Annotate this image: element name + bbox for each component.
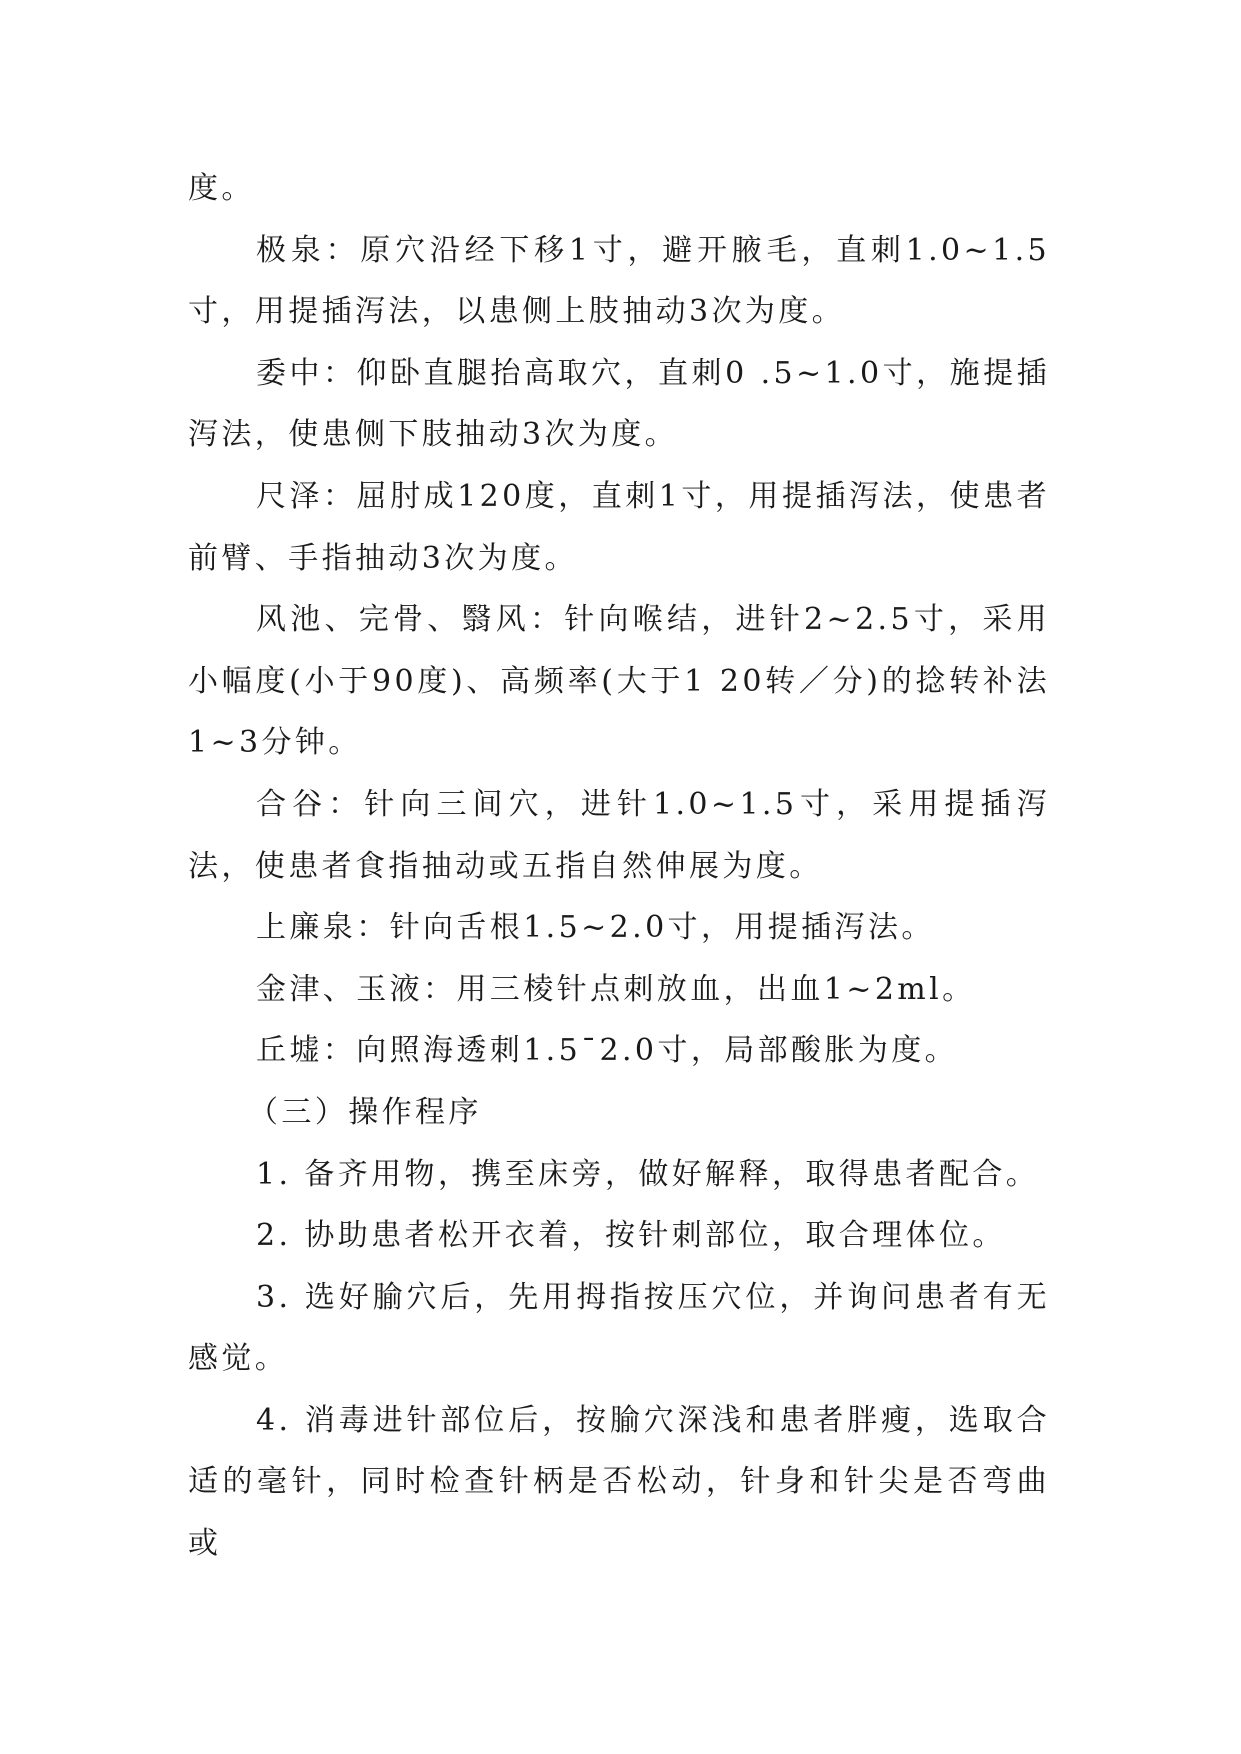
body-text xyxy=(188,158,1050,1575)
paragraph-fengchi: 风池、完骨、翳风：针向喉结，进针2~2.5寸，采用小幅度(小于90度)、高频率(大于1 20转／分)的捻转补法1~3分钟。 xyxy=(188,602,1050,761)
section-heading: （三）操作程序 xyxy=(248,1094,482,1130)
paragraph-jinjin-yuye: 金津、玉液：用三棱针点刺放血，出血1~2ml。 xyxy=(256,971,976,1007)
procedure-step-1: 1. 备齐用物，携至床旁，做好解释，取得患者配合。 xyxy=(256,1156,1040,1192)
paragraph-chize: 尺泽：屈肘成120度，直刺1寸，用提插泻法，使患者前臂、手指抽动3次为度。 xyxy=(188,478,1050,576)
paragraph-hegu: 合谷：针向三间穴，进针1.0~1.5寸，采用提插泻法，使患者食指抽动或五指自然伸展为度。 xyxy=(188,786,1050,884)
procedure-step-3: 3. 选好腧穴后，先用拇指按压穴位，并询问患者有无感觉。 xyxy=(188,1279,1050,1377)
paragraph-jiquan: 极泉：原穴沿经下移1寸，避开腋毛，直刺1.0~1.5寸，用提插泻法，以患侧上肢抽动3次为度。 xyxy=(188,232,1050,330)
paragraph-continuation: 度。 xyxy=(188,171,255,206)
paragraph-shanglianquan: 上廉泉：针向舌根1.5~2.0寸，用提插泻法。 xyxy=(256,910,935,946)
paragraph-qiuxu: 丘墟：向照海透刺1.5¯2.0寸，局部酸胀为度。 xyxy=(256,1033,959,1069)
paragraph-weizhong: 委中：仰卧直腿抬高取穴，直刺0 .5~1.0寸，施提插泻法，使患侧下肢抽动3次为度。 xyxy=(188,355,1050,453)
procedure-step-2: 2. 协助患者松开衣着，按针刺部位，取合理体位。 xyxy=(256,1218,1006,1254)
procedure-step-4: 4. 消毒进针部位后，按腧穴深浅和患者胖瘦，选取合适的毫针，同时检查针柄是否松动，针身和针尖是否弯曲或 xyxy=(188,1402,1050,1562)
